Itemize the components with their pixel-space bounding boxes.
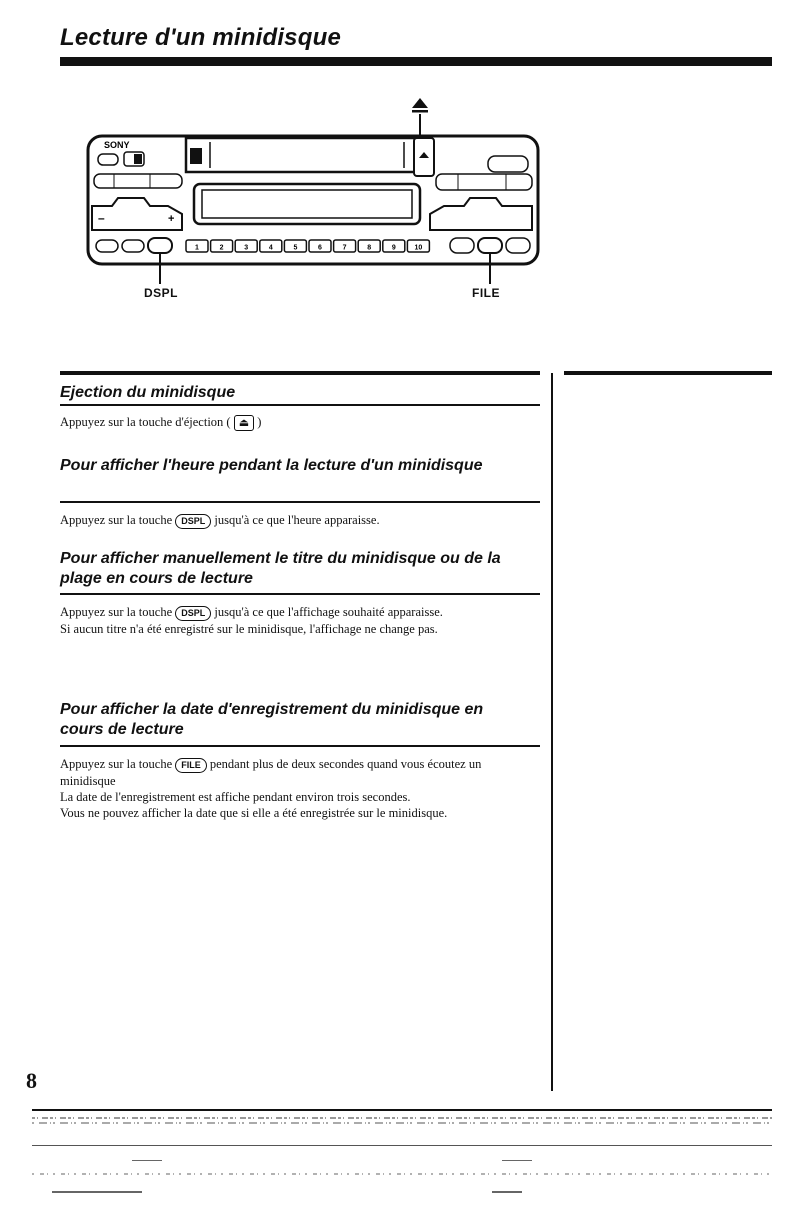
preset-button-label: 5 (293, 244, 298, 252)
section-body-date: Appuyez sur la touche FILE pendant plus de deux secondes quand vous écoutez un minidisque La date de l'enregistrement est affiche pendant environ trois secondes. Vous ne pouvez afficher la date que si elle a été enregistrée sur le minidisque. (60, 757, 482, 820)
preset-button-label: 2 (219, 244, 224, 252)
section-underline (60, 501, 540, 503)
preset-button-label: 1 (195, 244, 199, 252)
page-number: 8 (26, 1068, 37, 1093)
preset-button-label: 8 (367, 244, 372, 252)
dspl-callout-label: DSPL (144, 286, 179, 300)
title-rule (60, 57, 772, 66)
eject-icon (412, 98, 428, 108)
preset-button-label: 6 (318, 244, 322, 252)
section-title-title-display: Pour afficher manuellement le titre du minidisque ou de la plage en cours de lecture (60, 550, 501, 587)
footer-rule (32, 1109, 772, 1111)
file-key-icon: FILE (175, 758, 207, 773)
preset-button-label: 9 (391, 244, 396, 252)
svg-text:+: + (168, 213, 175, 225)
section-body-title-display: Appuyez sur la touche DSPL jusqu'à ce que l'affichage souhaité apparaisse. Si aucun titre n'a été enregistré sur le minidisque, l'affichage ne change pas. (60, 605, 443, 636)
dspl-button (148, 238, 172, 253)
section-underline (60, 745, 540, 747)
file-button (478, 238, 502, 253)
brand-logo: SONY (104, 140, 130, 150)
footer-rule (32, 1145, 772, 1146)
preset-button-label: 4 (268, 244, 273, 252)
dspl-key-icon: DSPL (175, 514, 211, 529)
section-underline (60, 593, 540, 595)
footer-scan-noise (32, 1114, 772, 1128)
section-title-date: Pour afficher la date d'enregistrement du minidisque en cours de lecture (60, 701, 484, 738)
section-underline (60, 404, 540, 406)
eject-key-icon: ⏏ (234, 415, 254, 431)
preset-button-label: 7 (342, 244, 347, 252)
section-body-time: Appuyez sur la touche DSPL jusqu'à ce que l'heure apparaisse. (60, 513, 380, 527)
column-rule-right (564, 371, 772, 375)
dspl-key-icon: DSPL (175, 606, 211, 621)
footer-scan-noise (32, 1160, 772, 1200)
device-illustration (78, 90, 548, 300)
preset-button-label: 10 (414, 244, 423, 252)
page-title: Lecture d'un minidisque (60, 24, 341, 51)
section-body-ejection: Appuyez sur la touche d'éjection ( ⏏ ) (60, 415, 262, 430)
section-title-ejection: Ejection du minidisque (60, 384, 236, 401)
column-rule-left (60, 371, 540, 375)
file-callout-label: FILE (472, 286, 500, 300)
section-title-time: Pour afficher l'heure pendant la lecture d'un minidisque (60, 457, 483, 474)
column-divider (551, 373, 553, 1091)
svg-text:–: – (98, 211, 105, 225)
preset-button-label: 3 (244, 244, 249, 252)
car-stereo-drawing (78, 90, 548, 300)
